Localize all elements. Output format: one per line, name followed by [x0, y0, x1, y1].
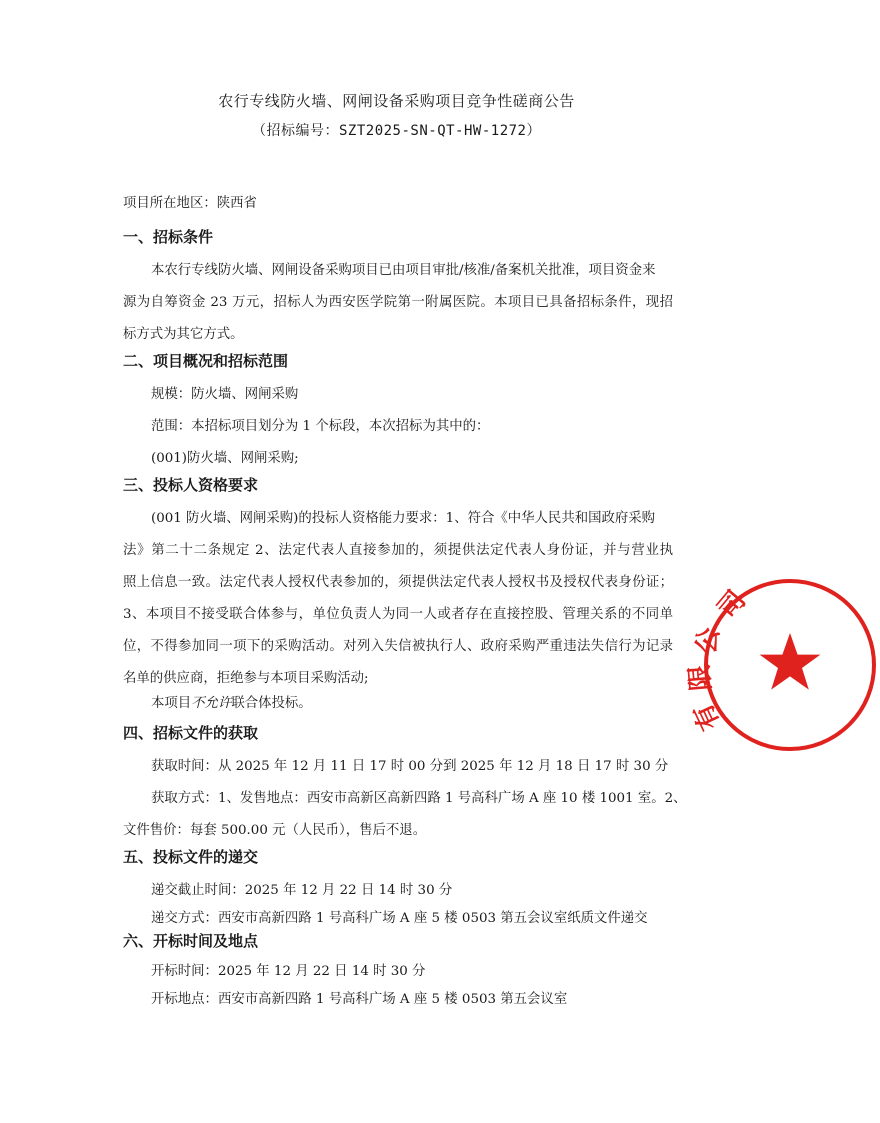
conditions-text-line: 标方式为其它方式。	[123, 327, 244, 342]
section-heading-documents: 四、招标文件的获取	[123, 724, 259, 742]
qualifications-text-line: 3、本项目不接受联合体参与，单位负责人为同一人或者存在直接控股、管理关系的不同单	[123, 607, 673, 622]
opening-place: 开标地点：西安市高新四路 1 号高科广场 A 座 5 楼 0503 第五会议室	[151, 992, 568, 1007]
section-heading-submission: 五、投标文件的递交	[123, 848, 259, 866]
consortium-suffix: 联合体投标。	[231, 696, 312, 711]
qualifications-text-line: 名单的供应商，拒绝参与本项目采购活动;	[123, 671, 369, 686]
qualifications-text-line: 照上信息一致。法定代表人授权代表参加的，须提供法定代表人授权书及授权代表身份证；	[123, 575, 673, 590]
section-heading-conditions: 一、招标条件	[123, 228, 214, 246]
section-heading-qualifications: 三、投标人资格要求	[123, 476, 259, 494]
tender-number: （招标编号：SZT2025-SN-QT-HW-1272）	[251, 123, 541, 139]
documents-time: 获取时间：从 2025 年 12 月 11 日 17 时 00 分到 2025 年 12 月 18 日 17 时 30 分	[151, 759, 669, 774]
qualifications-text-line: 法》第二十二条规定 2、法定代表人直接参加的，须提供法定代表人身份证，并与营业执	[123, 543, 673, 558]
qualifications-text-line: 位，不得参加同一项下的采购活动。对列入失信被执行人、政府采购严重违法失信行为记录	[123, 639, 673, 654]
consortium-statement	[151, 692, 312, 711]
company-seal-stamp	[684, 575, 880, 755]
seal-char: 司	[712, 585, 753, 625]
consortium-not-allowed: 不允许	[191, 696, 232, 711]
section-heading-opening: 六、开标时间及地点	[123, 932, 259, 950]
overview-lot: (001)防火墙、网闸采购;	[151, 451, 299, 466]
consortium-prefix: 本项目	[151, 696, 192, 711]
seal-char: 公	[691, 625, 726, 657]
seal-star-icon	[760, 633, 821, 690]
overview-scope: 范围：本招标项目划分为 1 个标段，本次招标为其中的：	[151, 419, 490, 434]
seal-char: 限	[684, 663, 717, 693]
overview-scale: 规模：防火墙、网闸采购	[151, 387, 299, 402]
project-region: 项目所在地区：陕西省	[123, 196, 257, 211]
section-heading-overview: 二、项目概况和招标范围	[123, 352, 289, 370]
submission-deadline: 递交截止时间：2025 年 12 月 22 日 14 时 30 分	[151, 883, 453, 898]
conditions-text-line: 源为自筹资金 23 万元，招标人为西安医学院第一附属医院。本项目已具备招标条件，现招	[123, 295, 673, 310]
documents-method: 获取方式：1、发售地点：西安市高新区高新四路 1 号高科广场 A 座 10 楼 1001 室。2、	[151, 791, 687, 806]
conditions-text-line: 本农行专线防火墙、网闸设备采购项目已由项目审批/核准/备案机关批准，项目资金来	[151, 263, 656, 278]
qualifications-text-line: (001 防火墙、网闸采购)的投标人资格能力要求：1、符合《中华人民共和国政府采购	[151, 511, 656, 526]
seal-char: 有	[688, 698, 727, 735]
submission-method: 递交方式：西安市高新四路 1 号高科广场 A 座 5 楼 0503 第五会议室纸质文件递交	[151, 911, 648, 926]
page-title: 农行专线防火墙、网闸设备采购项目竞争性磋商公告	[218, 92, 575, 110]
documents-price: 文件售价：每套 500.00 元（人民币），售后不退。	[123, 823, 427, 838]
opening-time: 开标时间：2025 年 12 月 22 日 14 时 30 分	[151, 964, 426, 979]
